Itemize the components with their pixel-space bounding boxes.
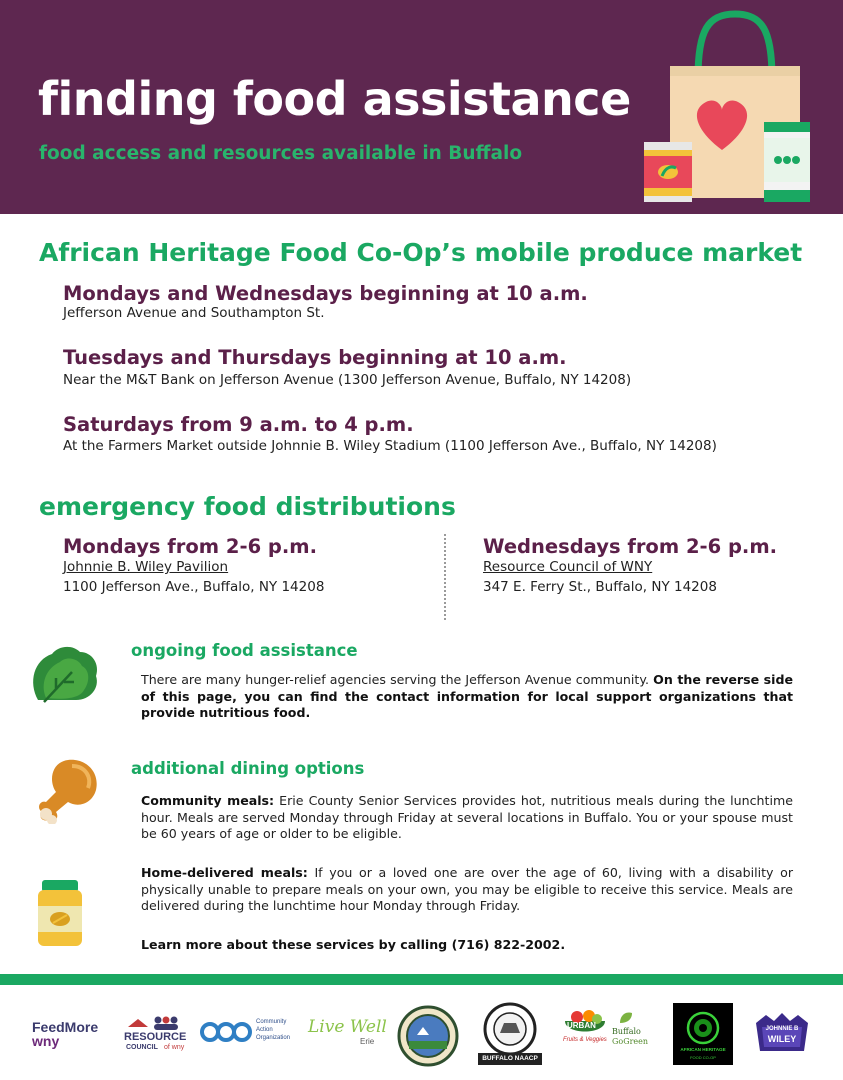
gogreen-logo-line-1: Buffalo bbox=[612, 1027, 641, 1036]
livewell-logo-subtext: Erie bbox=[360, 1037, 375, 1046]
leafy-greens-icon bbox=[26, 642, 102, 708]
pill-bottle-icon bbox=[38, 878, 82, 948]
ongoing-title: ongoing food assistance bbox=[131, 641, 358, 660]
wiley-logo-line-2: WILEY bbox=[767, 1034, 797, 1044]
emergency-title: emergency food distributions bbox=[39, 492, 456, 521]
live-well-erie-logo bbox=[308, 1017, 388, 1053]
page-title: finding food assistance bbox=[38, 72, 631, 126]
community-action-organization-logo bbox=[200, 1017, 300, 1051]
cao-rings-icon bbox=[200, 1021, 252, 1043]
mobile-market-title: African Heritage Food Co-Op’s mobile produce market bbox=[39, 238, 803, 267]
emergency-left-place: Johnnie B. Wiley Pavilion bbox=[63, 559, 229, 575]
emergency-left-address: 1100 Jefferson Ave., Buffalo, NY 14208 bbox=[63, 579, 325, 595]
header-banner bbox=[0, 0, 843, 214]
dining-title: additional dining options bbox=[131, 759, 365, 778]
ongoing-paragraph bbox=[141, 672, 793, 722]
aheritage-logo-line-1: AFRICAN HERITAGE bbox=[680, 1047, 726, 1052]
aheritage-logo-line-2: FOOD CO-OP bbox=[690, 1055, 716, 1060]
community-meals-label: Community meals: bbox=[141, 793, 275, 808]
home-meals-text: If you or a loved one are over the age of 60, living with a disability or physically unable to prepare meals on your own, you may be eligible to receive this service. Meals are delivered during the lunchtime hour Monday through Friday. bbox=[141, 865, 793, 913]
feedmore-logo-text: FeedMore bbox=[32, 1019, 99, 1035]
learn-more-text bbox=[141, 937, 793, 954]
city-seal-logo bbox=[397, 1005, 459, 1067]
people-icon bbox=[124, 1015, 184, 1031]
naacp-logo-text: BUFFALO NAACP bbox=[478, 1053, 542, 1065]
buffalo-gogreen-logo bbox=[612, 1011, 652, 1055]
community-meals-text: Erie County Senior Services provides hot, nutritious meals during the lunchtime hour. Meals are served Monday through Friday at several locations in Buffalo. You or your spouse must be 60 years of age or older to be eligible. bbox=[141, 793, 793, 841]
market-schedule-1-when: Mondays and Wednesdays beginning at 10 a.m. bbox=[63, 282, 588, 305]
african-heritage-food-coop-logo bbox=[673, 1003, 733, 1065]
gogreen-logo-line-2: GoGreen bbox=[612, 1037, 649, 1046]
home-meals-label: Home-delivered meals: bbox=[141, 865, 308, 880]
market-schedule-2-where: Near the M&T Bank on Jefferson Avenue (1300 Jefferson Avenue, Buffalo, NY 14208) bbox=[63, 372, 632, 388]
footer-divider-bar bbox=[0, 974, 843, 985]
partner-logos bbox=[0, 995, 843, 1080]
emergency-right-address: 347 E. Ferry St., Buffalo, NY 14208 bbox=[483, 579, 717, 595]
chicken-drumstick-icon bbox=[36, 756, 102, 824]
market-schedule-1-where: Jefferson Avenue and Southampton St. bbox=[63, 305, 325, 321]
ongoing-text: There are many hunger-relief agencies serving the Jefferson Avenue community. bbox=[141, 672, 650, 687]
cao-logo-line-1: Community bbox=[256, 1019, 287, 1025]
livewell-logo-text: Live Well bbox=[308, 1017, 387, 1037]
resource-logo-line-3: of wny bbox=[164, 1044, 185, 1051]
ongoing-bold-text: On the reverse side of this page, you can find the contact information for local support organizations that provide nutritious food. bbox=[141, 672, 793, 720]
shopping-bag-heart-icon bbox=[640, 10, 820, 210]
wiley-logo-line-1: JOHNNIE B bbox=[765, 1026, 799, 1032]
cao-logo-line-2: Action bbox=[256, 1027, 273, 1033]
market-schedule-3-when: Saturdays from 9 a.m. to 4 p.m. bbox=[63, 413, 414, 436]
feedmore-logo-subtext: wny bbox=[32, 1033, 60, 1049]
learn-more-bold: Learn more about these services by calling (716) 822-2002. bbox=[141, 937, 566, 952]
urban-fruits-veggies-logo bbox=[563, 1009, 607, 1061]
home-meals-paragraph bbox=[141, 865, 793, 915]
johnnie-b-wiley-logo bbox=[752, 1013, 812, 1057]
resource-council-logo bbox=[124, 1015, 187, 1059]
page-subtitle: food access and resources available in Buffalo bbox=[39, 143, 523, 164]
emergency-left-when: Mondays from 2-6 p.m. bbox=[63, 535, 318, 558]
resource-logo-line-1: RESOURCE bbox=[124, 1031, 187, 1043]
leaf-icon bbox=[618, 1011, 634, 1025]
emergency-right-when: Wednesdays from 2-6 p.m. bbox=[483, 535, 778, 558]
market-schedule-3-where: At the Farmers Market outside Johnnie B. Wiley Stadium (1100 Jefferson Ave., Buffalo, NY 14208) bbox=[63, 438, 717, 454]
coop-emblem-icon bbox=[686, 1011, 720, 1045]
community-meals-paragraph bbox=[141, 793, 793, 843]
urban-logo-text: URBAN bbox=[567, 1021, 596, 1030]
resource-logo-line-2: COUNCIL bbox=[126, 1044, 158, 1051]
column-divider bbox=[444, 534, 446, 620]
emergency-right-place: Resource Council of WNY bbox=[483, 559, 653, 575]
market-schedule-2-when: Tuesdays and Thursdays beginning at 10 a.m. bbox=[63, 346, 567, 369]
urban-logo-subtext: Fruits & Veggies bbox=[563, 1037, 607, 1043]
cao-logo-line-3: Organization bbox=[256, 1035, 291, 1041]
buffalo-naacp-logo bbox=[478, 1001, 542, 1067]
naacp-seal-icon bbox=[478, 1001, 542, 1055]
